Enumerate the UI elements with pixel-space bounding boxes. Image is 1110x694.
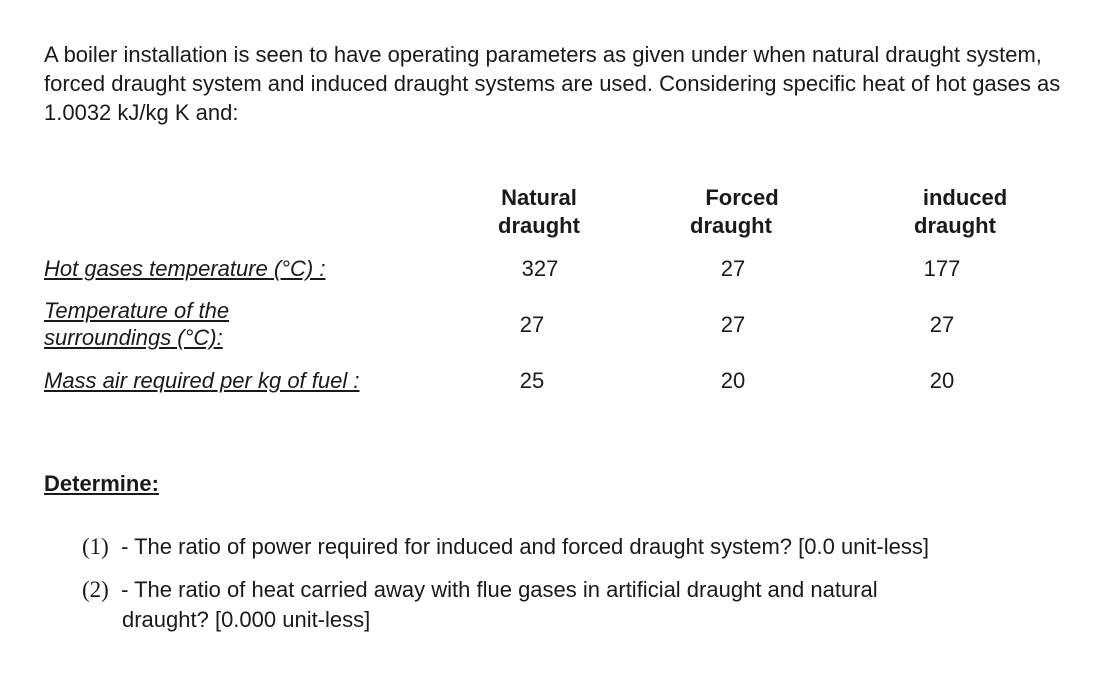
cell-natural-hot-gases: 327 bbox=[521, 256, 559, 281]
column-header-line2: draught bbox=[498, 213, 580, 238]
column-header-line1: induced bbox=[922, 185, 1008, 210]
column-header-forced bbox=[656, 184, 806, 240]
cell-forced-surroundings: 27 bbox=[720, 312, 746, 337]
cell-induced-surroundings: 27 bbox=[929, 312, 955, 337]
question-2 bbox=[82, 575, 1072, 605]
question-2-continuation: draught? [0.000 unit-less] bbox=[122, 607, 371, 632]
row-label-hot-gases-temperature: Hot gases temperature (°C) : bbox=[44, 256, 326, 281]
question-number: (1) bbox=[82, 534, 109, 559]
cell-induced-mass-air: 20 bbox=[929, 368, 955, 393]
column-header-line1: Forced bbox=[705, 185, 779, 210]
row-label-surroundings-temperature: Temperature of the surroundings (°C): bbox=[44, 298, 230, 350]
cell-natural-mass-air: 25 bbox=[519, 368, 545, 393]
row-label-mass-air-required: Mass air required per kg of fuel : bbox=[44, 368, 360, 393]
cell-forced-mass-air: 20 bbox=[720, 368, 746, 393]
column-header-induced bbox=[880, 184, 1030, 240]
column-header-line2: draught bbox=[914, 213, 996, 238]
column-header-line2: draught bbox=[690, 213, 772, 238]
question-number: (2) bbox=[82, 577, 109, 602]
determine-heading: Determine: bbox=[44, 471, 159, 496]
column-header-line1: Natural bbox=[501, 185, 577, 210]
cell-forced-hot-gases: 27 bbox=[720, 256, 746, 281]
question-text: - The ratio of power required for induced and forced draught system? [0.0 unit-less] bbox=[121, 534, 929, 559]
question-1 bbox=[82, 532, 1072, 562]
question-text: - The ratio of heat carried away with flue gases in artificial draught and natural bbox=[121, 577, 878, 602]
problem-intro: A boiler installation is seen to have operating parameters as given under when natural draught system, forced draught system and induced draught systems are used. Considering specific heat of hot gases as 1.0032 kJ/kg K and: bbox=[44, 42, 1061, 125]
cell-induced-hot-gases: 177 bbox=[923, 256, 961, 281]
cell-natural-surroundings: 27 bbox=[519, 312, 545, 337]
column-header-natural bbox=[464, 184, 614, 240]
